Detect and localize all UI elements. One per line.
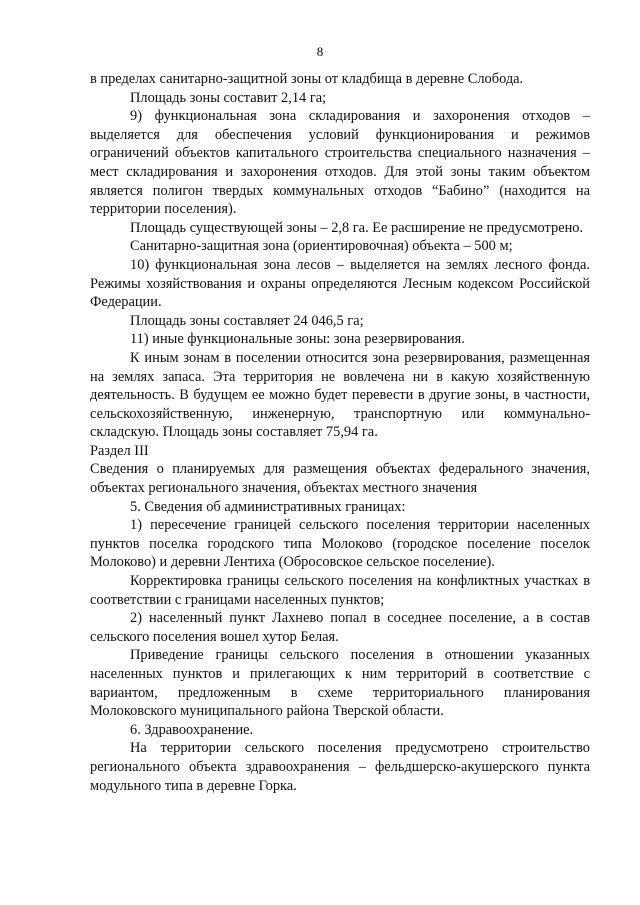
section-title: Сведения о планируемых для размещения объектах федерального значения, объектах регионального значения, объектах местного значения [90, 461, 590, 497]
paragraph: К иным зонам в поселении относится зона резервирования, размещенная на землях запаса. Эта территория не вовлечена ни в какую хозяйственную деятельность. В будущем ее можно будет перевести в другие зоны, в частности, сельскохозяйственную, инженерную, транспортную или коммунально-складскую. Площадь зоны составляет 75,94 га. [90, 349, 590, 441]
paragraph: Площадь зоны составляет 24 046,5 га; [130, 312, 364, 329]
paragraph: 10) функциональная зона лесов – выделяется на землях лесного фонда. Режимы хозяйствования и охраны определяются Лесным кодексом Российской Федерации. [90, 256, 590, 311]
document-body [90, 70, 590, 795]
section-heading: Раздел III [90, 442, 149, 459]
paragraph: 2) населенный пункт Лахнево попал в соседнее поселение, а в состав сельского поселения вошел хутор Белая. [90, 610, 590, 645]
paragraph: Площадь существующей зоны – 2,8 га. Ее расширение не предусмотрено. [130, 219, 584, 236]
paragraph: На территории сельского поселения предусмотрено строительство регионального объекта здравоохранения – фельдшерско-акушерского пункта модульного типа в деревне Горка. [90, 740, 590, 794]
page-number: 8 [316, 44, 324, 59]
paragraph: 11) иные функциональные зоны: зона резервирования. [130, 331, 465, 348]
paragraph: Корректировка границы сельского поселения на конфликтных участках в соответствии с границами населенных пунктов; [90, 573, 590, 608]
paragraph: 5. Сведения об административных границах: [130, 498, 406, 515]
paragraph: 6. Здравоохранение. [130, 721, 254, 738]
paragraph: 9) функциональная зона складирования и захоронения отходов – выделяется для обеспечения условий функционирования и режимов ограничений объектов капитального строительства специального назначения – мест складирования и захоронения отходов. Для этой зоны таким объектом является полигон твердых коммунальных отходов “Бабино” (находится на территории поселения). [90, 108, 590, 218]
paragraph: 1) пересечение границей сельского поселения территории населенных пунктов поселка городского типа Молоково (городское поселение поселок Молоково) и деревни Лентиха (Обросовское сельское поселение). [90, 517, 590, 571]
paragraph: Приведение границы сельского поселения в отношении указанных населенных пунктов и прилегающих к ним территорий в соответствие с вариантом, предложенным в схеме территориального планирования Молоковского муниципального района Тверской области. [90, 647, 590, 720]
paragraph: Санитарно-защитная зона (ориентировочная) объекта – 500 м; [130, 238, 513, 255]
paragraph: Площадь зоны составит 2,14 га; [130, 89, 327, 106]
paragraph: в пределах санитарно-защитной зоны от кладбища в деревне Слобода. [90, 71, 524, 87]
